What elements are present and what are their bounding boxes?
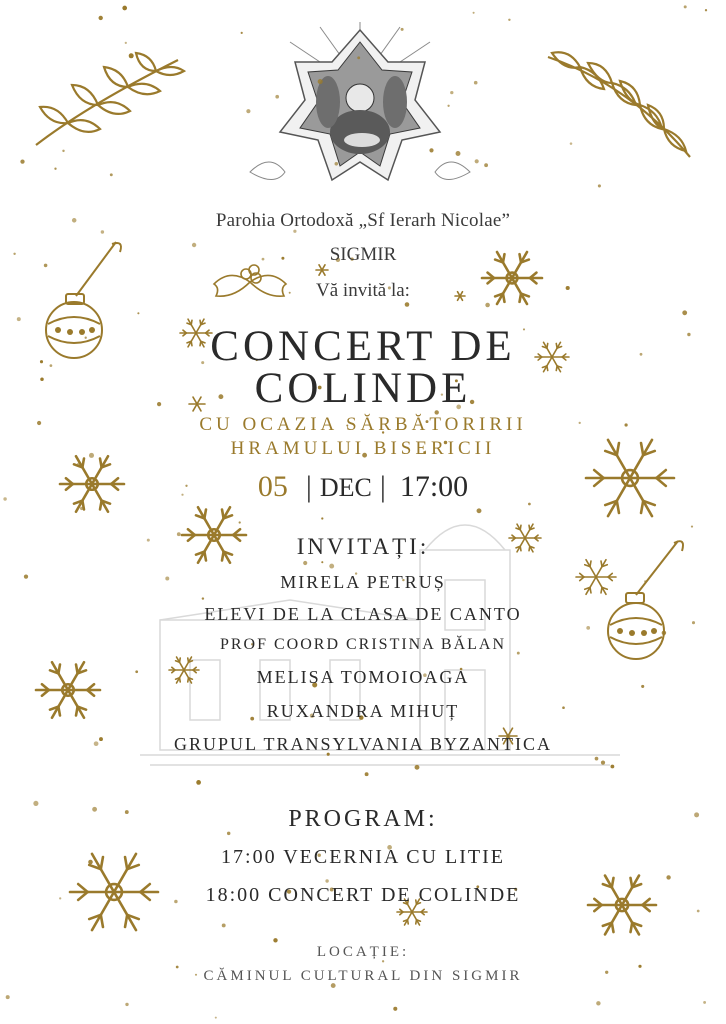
gold-dot [401,28,404,31]
gold-dot [595,757,599,761]
village-name: SIGMIR [329,244,397,265]
date-separator: | [379,470,386,503]
event-title-line2: COLINDE [254,365,472,412]
gold-dot [62,150,64,152]
gold-dot [610,765,614,769]
gold-dot [447,105,449,107]
gold-dot [241,32,243,34]
guest-item: MELISA TOMOIOAGA [256,667,470,687]
event-title-line1: CONCERT DE [210,323,516,370]
guest-item: ELEVI DE LA CLASA DE CANTO [204,604,522,624]
gold-dot [415,765,420,770]
event-date [0,470,726,504]
gold-dot [697,910,700,913]
gold-dot [80,507,83,510]
gold-dot [477,508,482,513]
gold-dot [450,91,453,94]
gold-dot [99,16,103,20]
gold-dot [705,9,707,11]
gold-dot [429,148,433,152]
gold-dot [601,761,605,765]
gold-dot [275,95,279,99]
gold-dot [596,1001,600,1005]
gold-dot [662,631,667,636]
parish-name: Parohia Ortodoxă „Sf Ierarh Nicolae” [215,210,511,231]
location-value: CĂMINUL CULTURAL DIN SIGMIR [203,968,523,984]
gold-dot [125,42,127,44]
gold-dot [222,923,226,927]
program-item: 17:00 VECERNIA CU LITIE [221,846,505,868]
gold-dot [365,772,369,776]
gold-dot [405,302,410,307]
gold-dot [485,303,490,308]
gold-dot [137,312,139,314]
location-heading: LOCAȚIE: [316,944,410,960]
gold-dot [703,1001,706,1004]
gold-dot [321,561,323,563]
gold-dot [321,517,323,519]
gold-dot [586,626,590,630]
gold-dot [570,142,573,145]
gold-dot [325,879,328,882]
event-time: 17:00 [399,470,469,503]
gold-dot [691,526,693,528]
gold-dot [475,159,479,163]
gold-dot [303,561,307,565]
gold-dot [125,1003,128,1006]
gold-dot [329,564,334,569]
program-heading: PROGRAM: [288,806,438,832]
gold-dot [273,938,277,942]
invites-text: Vă invită la: [316,280,410,301]
gold-dot [239,521,241,523]
date-separator: | [305,470,312,503]
gold-dot [484,163,488,167]
gold-dot [473,12,475,14]
gold-dot [20,159,24,163]
guests-heading: INVITAȚI: [296,534,430,559]
occasion-line1: CU OCAZIA SĂRBĂTORIRII [199,414,527,435]
gold-dot [246,109,250,113]
gold-dot [598,184,601,187]
gold-dot [666,875,670,879]
gold-dot [202,597,204,599]
gold-dot [456,151,461,156]
gold-dot [54,168,56,170]
gold-dot [77,463,81,467]
gold-dot [335,162,339,166]
gold-dot [6,995,10,999]
gold-dot [508,19,510,21]
gold-dot [318,79,323,84]
occasion-line2: HRAMULUI BISERICII [230,438,496,459]
program-item: 18:00 CONCERT DE COLINDE [205,884,521,906]
gold-dot [357,56,360,59]
guest-item: RUXANDRA MIHUȚ [266,701,460,721]
event-month: DEC [319,473,372,502]
guest-item: PROF COORD CRISTINA BĂLAN [219,636,507,653]
gold-dot [393,1007,397,1011]
gold-dot [684,5,687,8]
guest-item: MIRELA PETRUȘ [280,572,446,592]
gold-dot [122,6,127,11]
event-day: 05 [257,470,288,503]
gold-dot [215,1017,217,1019]
guest-item: GRUPUL TRANSYLVANIA BYZANTICA [173,734,553,754]
gold-dot [110,173,113,176]
gold-dot [474,81,478,85]
gold-dot [196,780,201,785]
gold-dot [129,53,134,58]
gold-dot [682,310,687,315]
gold-dot [17,317,21,321]
